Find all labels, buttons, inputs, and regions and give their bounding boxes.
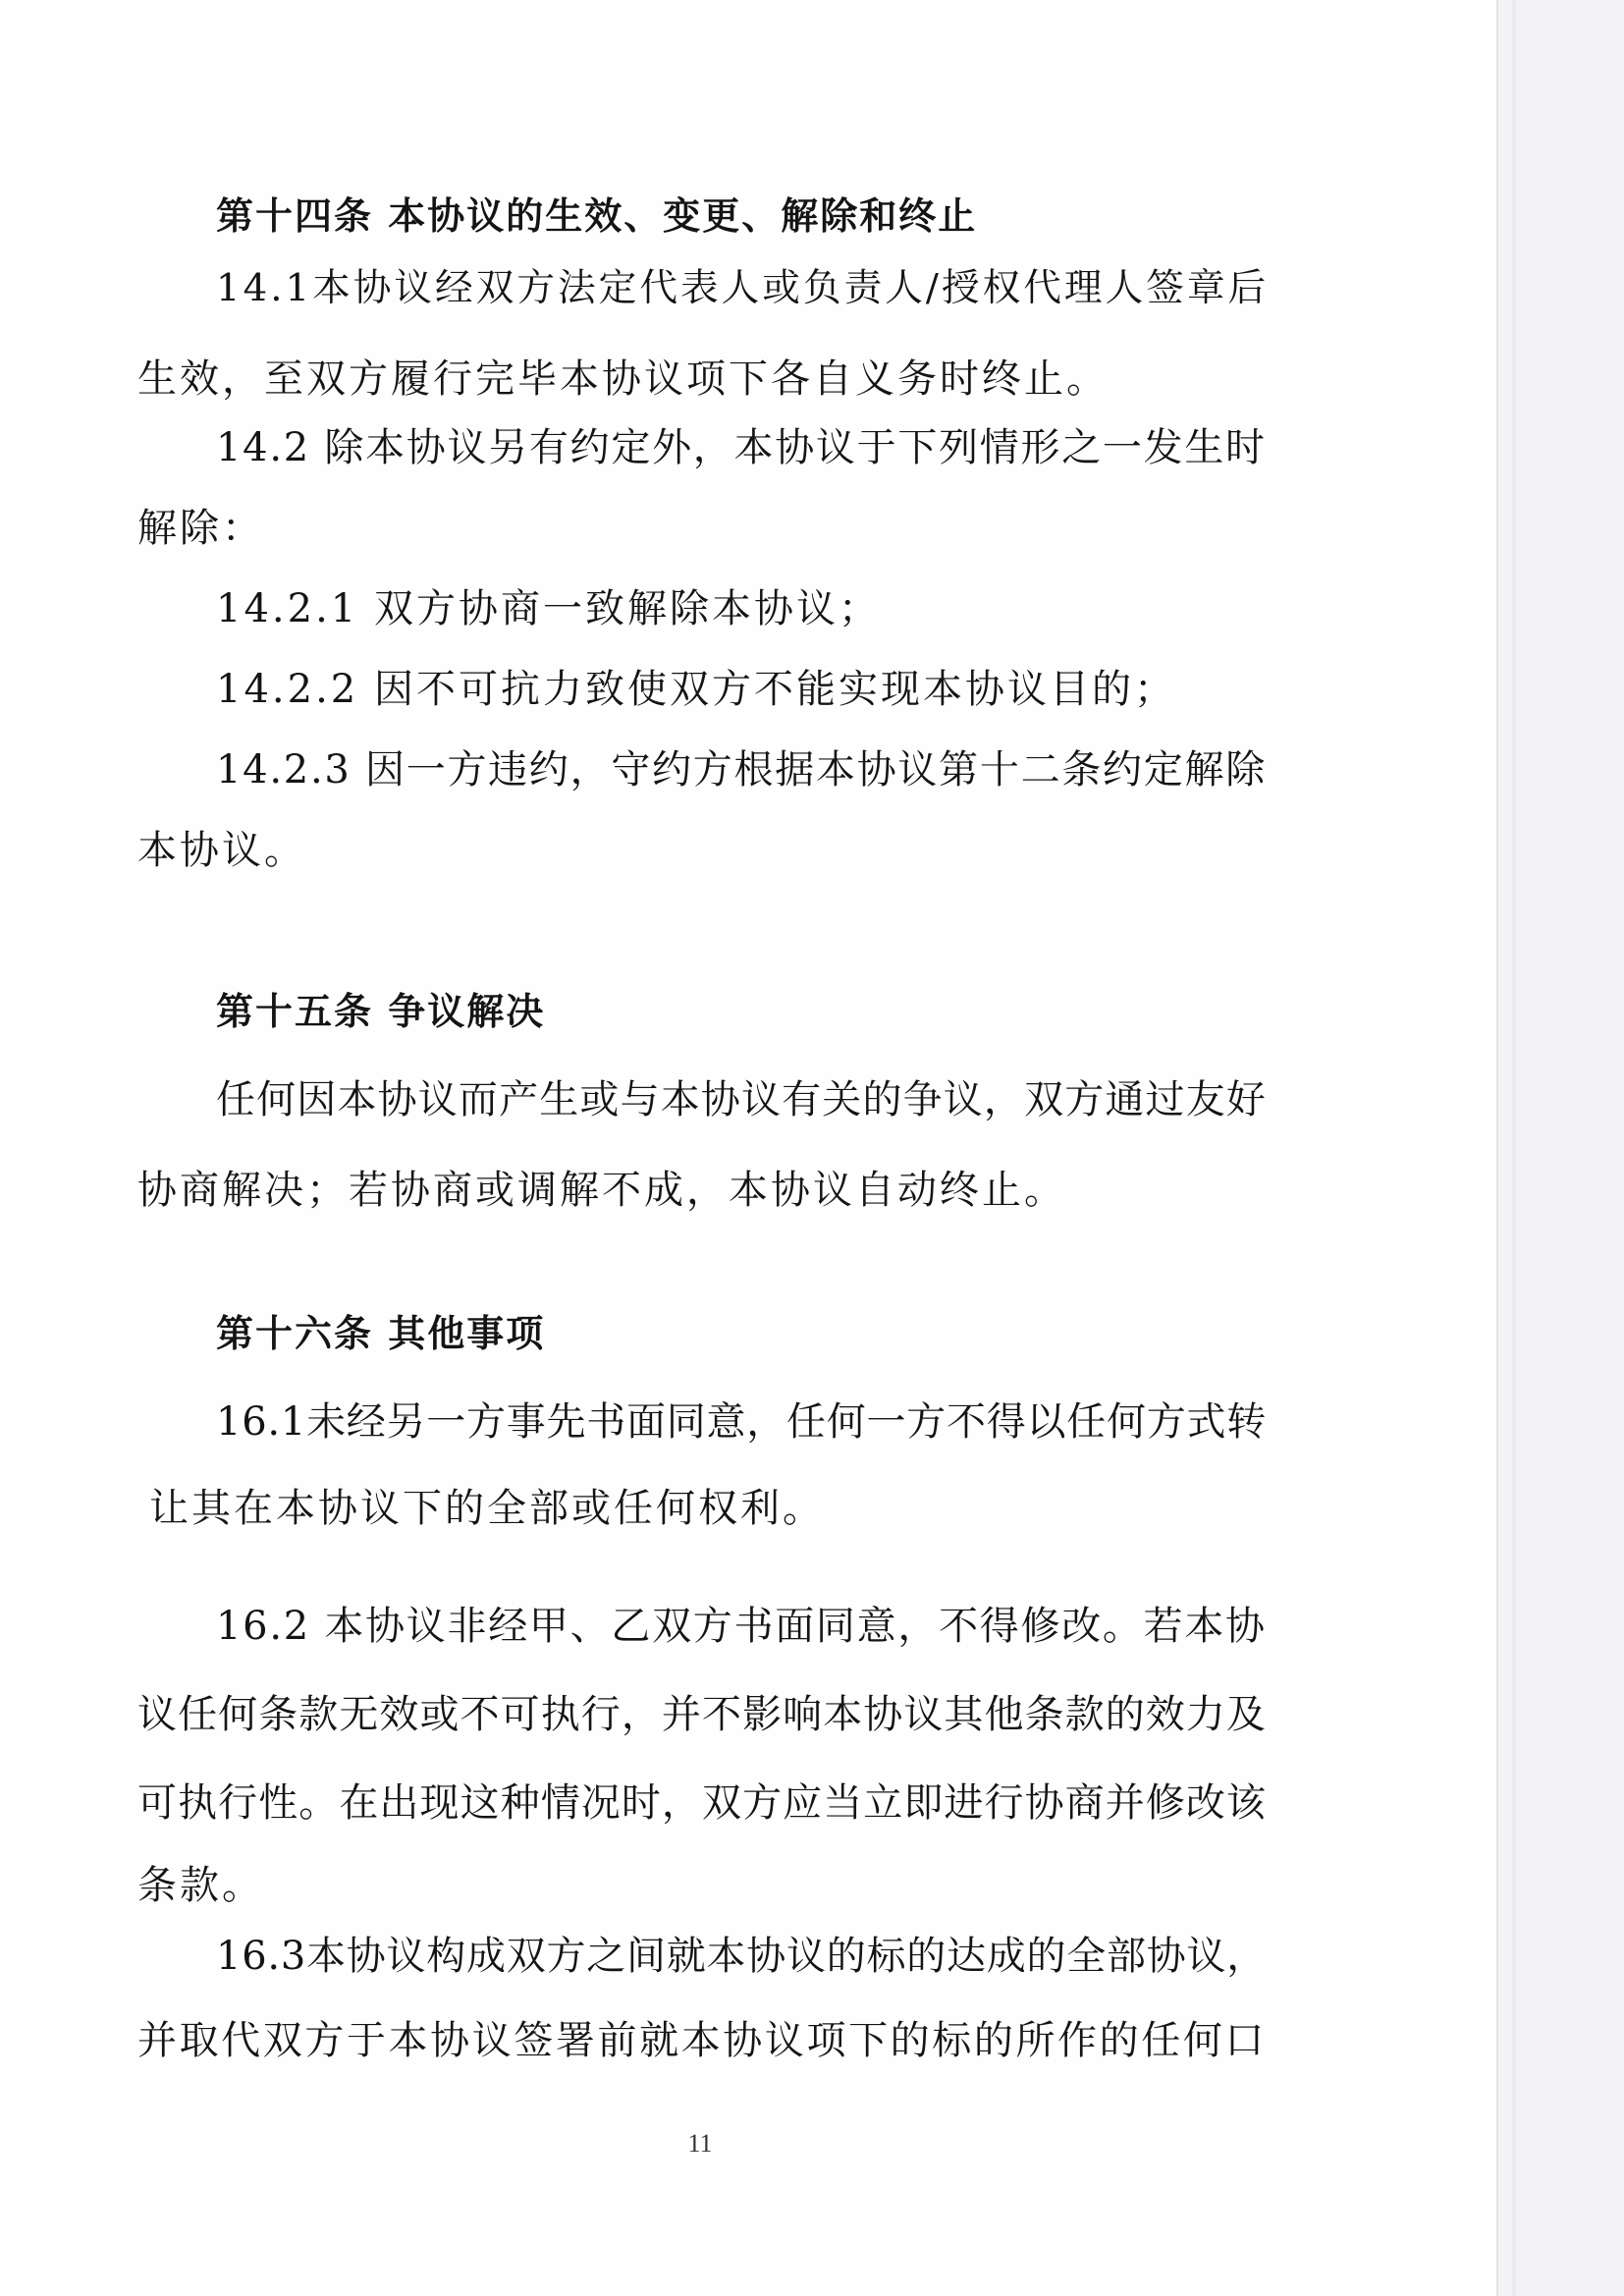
article-15-para-line-2: 协商解决；若协商或调解不成，本协议自动终止。 xyxy=(137,1168,1066,1213)
article-14-heading: 第十四条 本协议的生效、变更、解除和终止 xyxy=(216,194,978,238)
text-run: 14.1本协议经双方法定代表人或负责人/授权代理人签章后 xyxy=(216,266,1270,310)
article-16-para-2-line-2: 议任何条款无效或不可执行，并不影响本协议其他条款的效力及 xyxy=(137,1692,1267,1737)
page-number: 11 xyxy=(687,2129,713,2158)
article-15-heading: 第十五条 争议解决 xyxy=(216,990,546,1033)
article-15-para-line-1: 任何因本协议而产生或与本协议有关的争议，双方通过友好 xyxy=(216,1077,1267,1122)
article-16-para-1-line-1: 16.1未经另一方事先书面同意，任何一方不得以任何方式转 xyxy=(216,1399,1268,1445)
article-14-para-2-line-2: 解除： xyxy=(137,506,264,551)
article-16-para-1-line-2: 让其在本协议下的全部或任何权利。 xyxy=(149,1486,825,1531)
article-14-item-2: 14.2.2 因不可抗力致使双方不能实现本协议目的； xyxy=(216,667,1176,712)
scan-edge-line xyxy=(1512,0,1516,2296)
article-16-para-2-line-3: 可执行性。在出现这种情况时，双方应当立即进行协商并修改该 xyxy=(137,1780,1267,1826)
article-14-item-3-line-2: 本协议。 xyxy=(137,828,306,873)
article-14-para-2-line-1: 14.2 除本协议另有约定外，本协议于下列情形之一发生时 xyxy=(216,425,1267,470)
article-16-para-2-line-1: 16.2 本协议非经甲、乙双方书面同意，不得修改。若本协 xyxy=(216,1604,1267,1649)
article-16-para-2-line-4: 条款。 xyxy=(137,1863,264,1908)
article-16-heading: 第十六条 其他事项 xyxy=(216,1312,546,1355)
article-16-para-3-line-2: 并取代双方于本协议签署前就本协议项下的标的所作的任何口 xyxy=(137,2018,1267,2063)
article-14-para-1-line-1 xyxy=(216,265,1270,312)
article-16-para-3-line-1: 16.3本协议构成双方之间就本协议的标的达成的全部协议， xyxy=(216,1934,1268,1979)
article-14-para-1-line-2: 生效，至双方履行完毕本协议项下各自义务时终止。 xyxy=(137,356,1109,402)
article-14-item-1: 14.2.1 双方协商一致解除本协议； xyxy=(216,586,881,631)
article-14-item-3-line-1: 14.2.3 因一方违约，守约方根据本协议第十二条约定解除 xyxy=(216,747,1267,793)
